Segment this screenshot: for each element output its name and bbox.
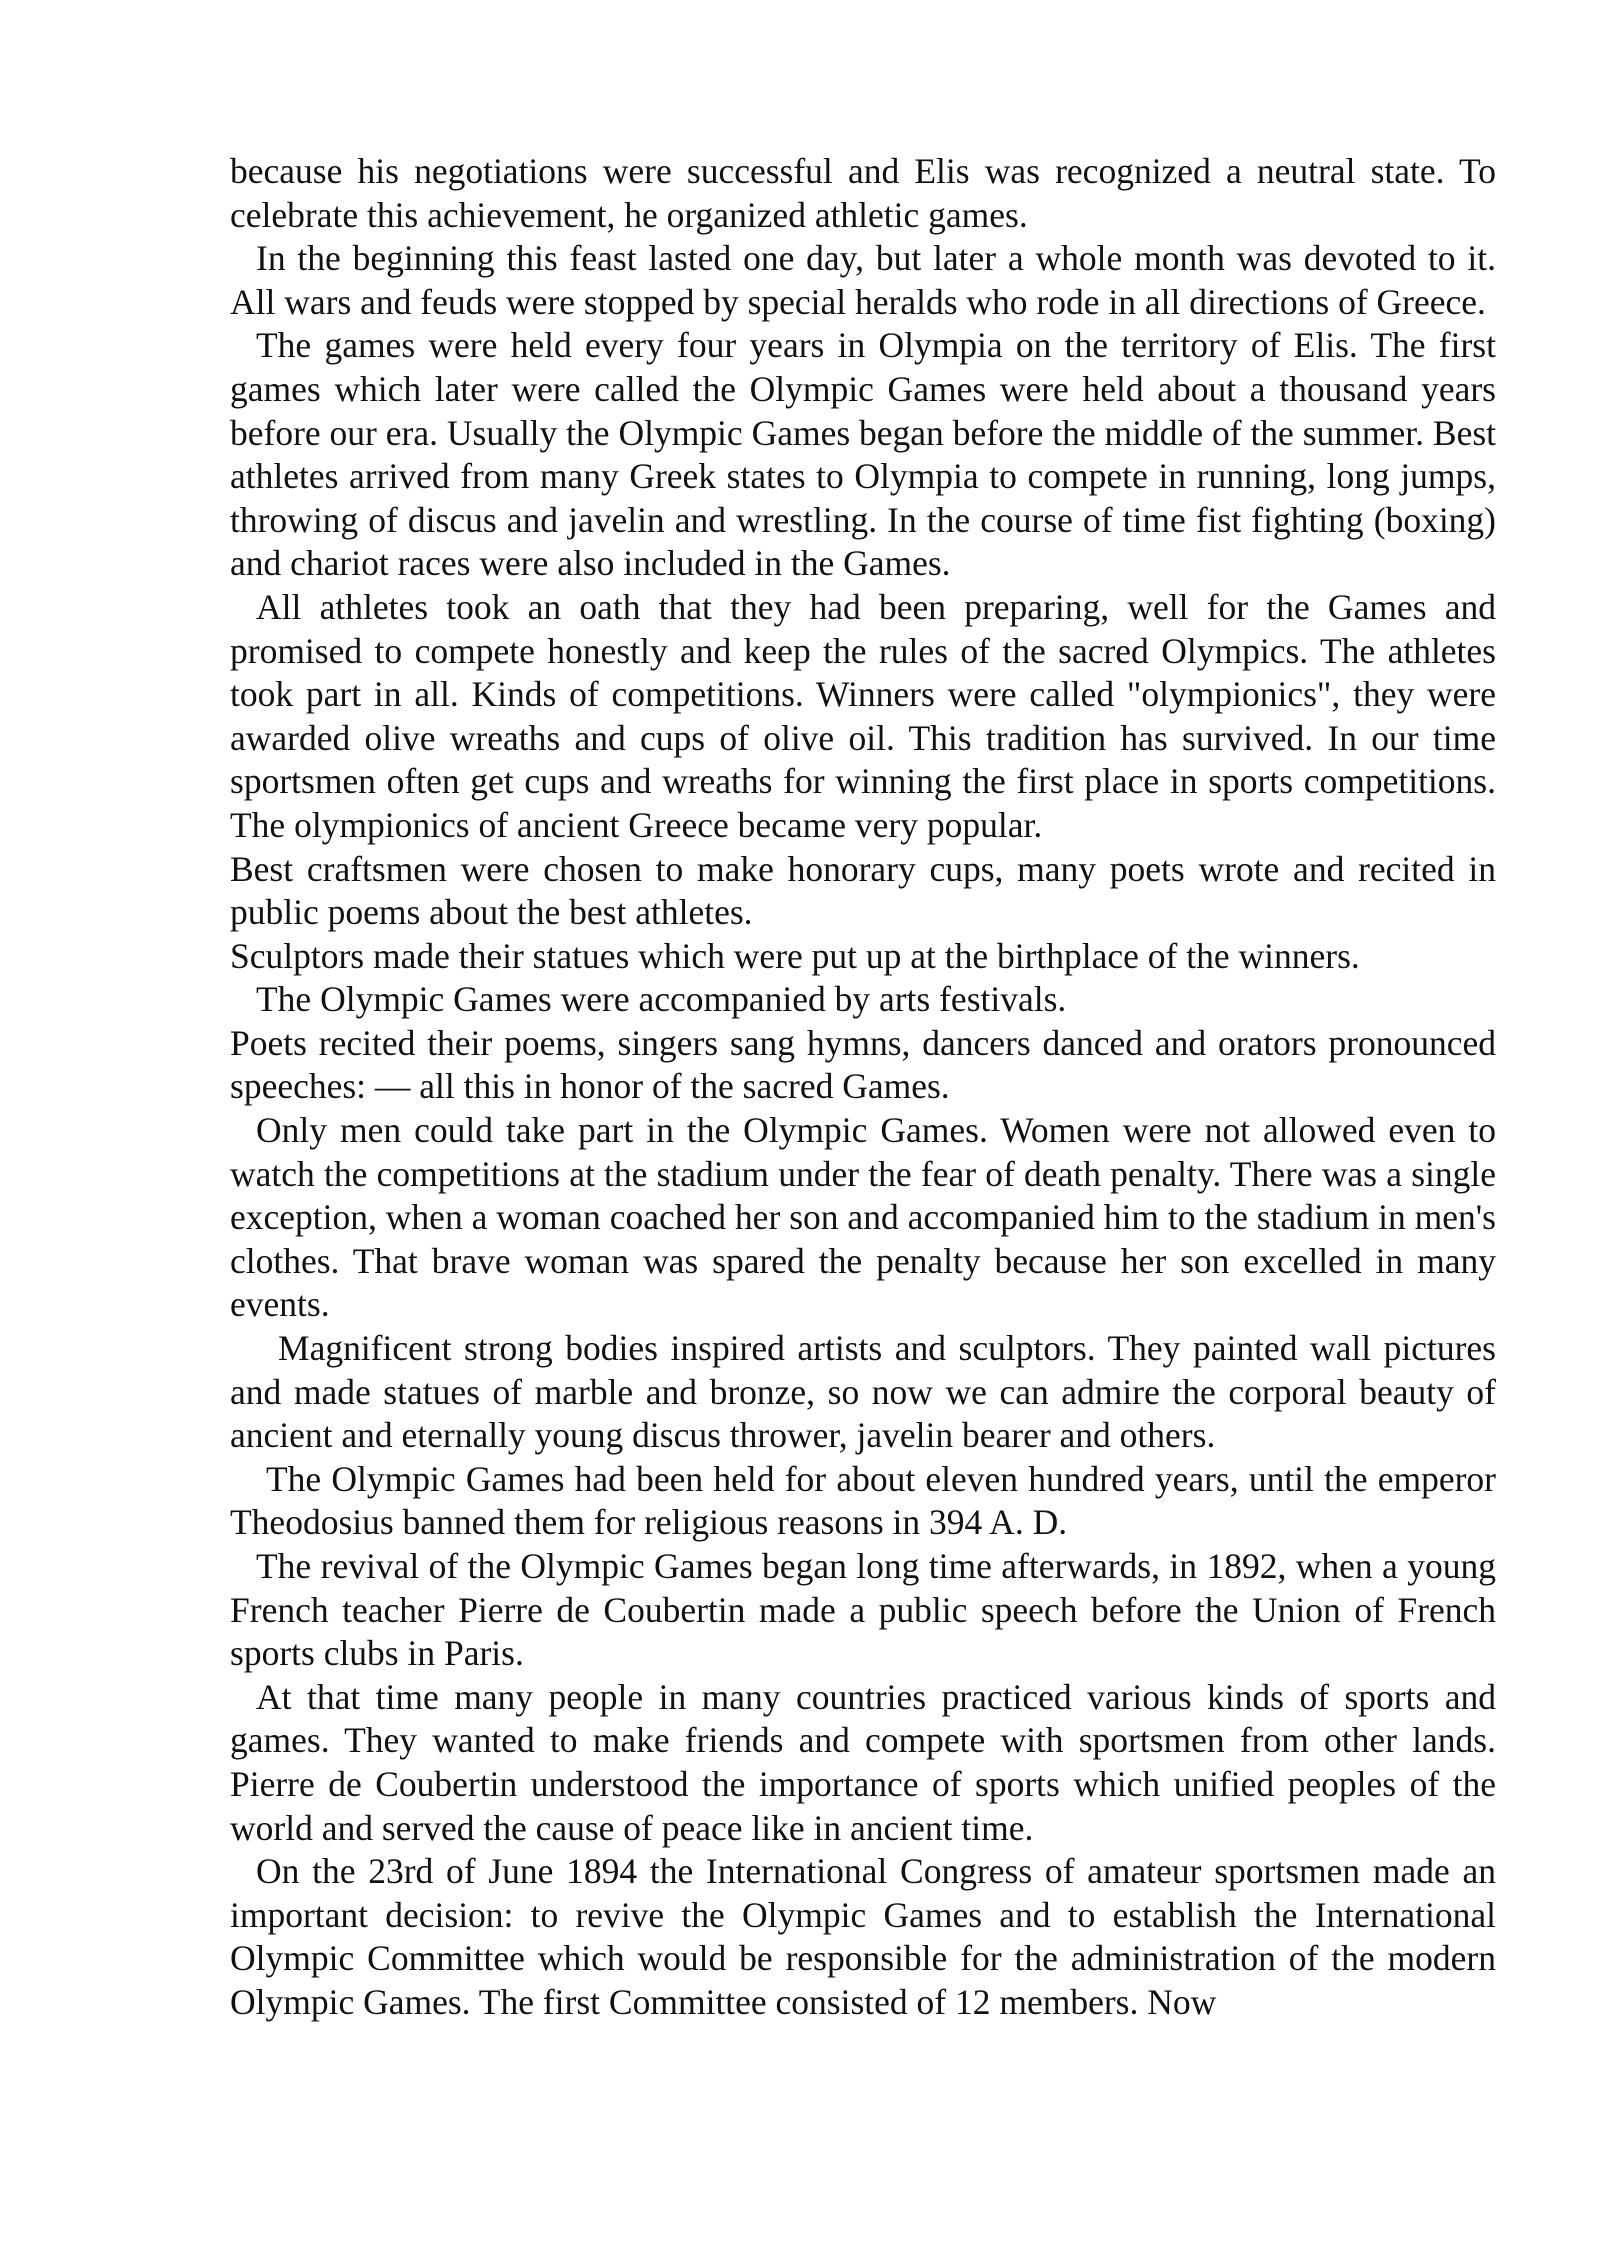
paragraph-theodosius-ban: The Olympic Games had been held for about eleven hundred years, until the emperor Theodosius banned them for religious reasons in 394 A. D. [230,1458,1496,1543]
paragraph-sports-unify-peoples: At that time many people in many countries practiced various kinds of sports and games. They wanted to make friends and compete with sportsmen from other lands. Pierre de Coubertin understood the importance of sports which unified peoples of the world and served the cause of peace like in ancient time. [230,1676,1496,1848]
document-page [230,150,1496,2025]
paragraph-athletes-oath: All athletes took an oath that they had been preparing, well for the Games and promised to compete honestly and keep the rules of the sacred Olympics. The athletes took part in all. Kinds of competitions. Winners were called "olympionics", they were awarded olive wreaths and cups of olive oil. This tradition has survived. In our time sportsmen often get cups and wreaths for winning the first place in sports competitions. The olympionics of ancient Greece became very popular. [230,586,1496,845]
paragraph-revival-coubertin: The revival of the Olympic Games began long time afterwards, in 1892, when a young French teacher Pierre de Coubertin made a public speech before the Union of French sports clubs in Paris. [230,1546,1496,1674]
paragraph-sculptors-statues: Sculptors made their statues which were put up at the birthplace of the winners. [230,935,1360,976]
paragraph-elis-neutral-state: because his negotiations were successful and Elis was recognized a neutral state. To celebrate this achievement, he organized athletic games. [230,151,1496,235]
paragraph-ioc-established: On the 23rd of June 1894 the International Congress of amateur sportsmen made an important decision: to revive the Olympic Games and to establish the International Olympic Committee which would be responsible for the administration of the modern Olympic Games. The first Committee consisted of 12 members. Now [230,1851,1496,2022]
paragraph-magnificent-bodies: Magnificent strong bodies inspired artists and sculptors. They painted wall pictures and made statues of marble and bronze, so now we can admire the corporal beauty of ancient and eternally young discus thrower, javelin bearer and others. [230,1328,1496,1456]
paragraph-arts-festivals: The Olympic Games were accompanied by arts festivals. [256,979,1067,1020]
paragraph-craftsmen-poets: Best craftsmen were chosen to make honorary cups, many poets wrote and recited in public poems about the best athletes. [230,848,1496,933]
paragraph-poets-recited: Poets recited their poems, singers sang hymns, dancers danced and orators pronounced speeches: — all this in honor of the sacred Games. [230,1022,1496,1107]
paragraph-only-men: Only men could take part in the Olympic Games. Women were not allowed even to watch the competitions at the stadium under the fear of death penalty. There was a single exception, when a woman coached her son and accompanied him to the stadium in men's clothes. That brave woman was spared the penalty because her son excelled in many events. [230,1110,1496,1325]
paragraph-games-in-olympia: The games were held every four years in Olympia on the territory of Elis. The first games which later were called the Olympic Games were held about a thousand years before our era. Usually the Olympic Games began before the middle of the summer. Best athletes arrived from many Greek states to Olympia to compete in running, long jumps, throwing of discus and javelin and wrestling. In the course of time fist fighting (boxing) and chariot races were also included in the Games. [230,325,1496,584]
paragraph-feast-duration: In the beginning this feast lasted one day, but later a whole month was devoted to it. All wars and feuds were stopped by special heralds who rode in all directions of Greece. [230,238,1496,322]
